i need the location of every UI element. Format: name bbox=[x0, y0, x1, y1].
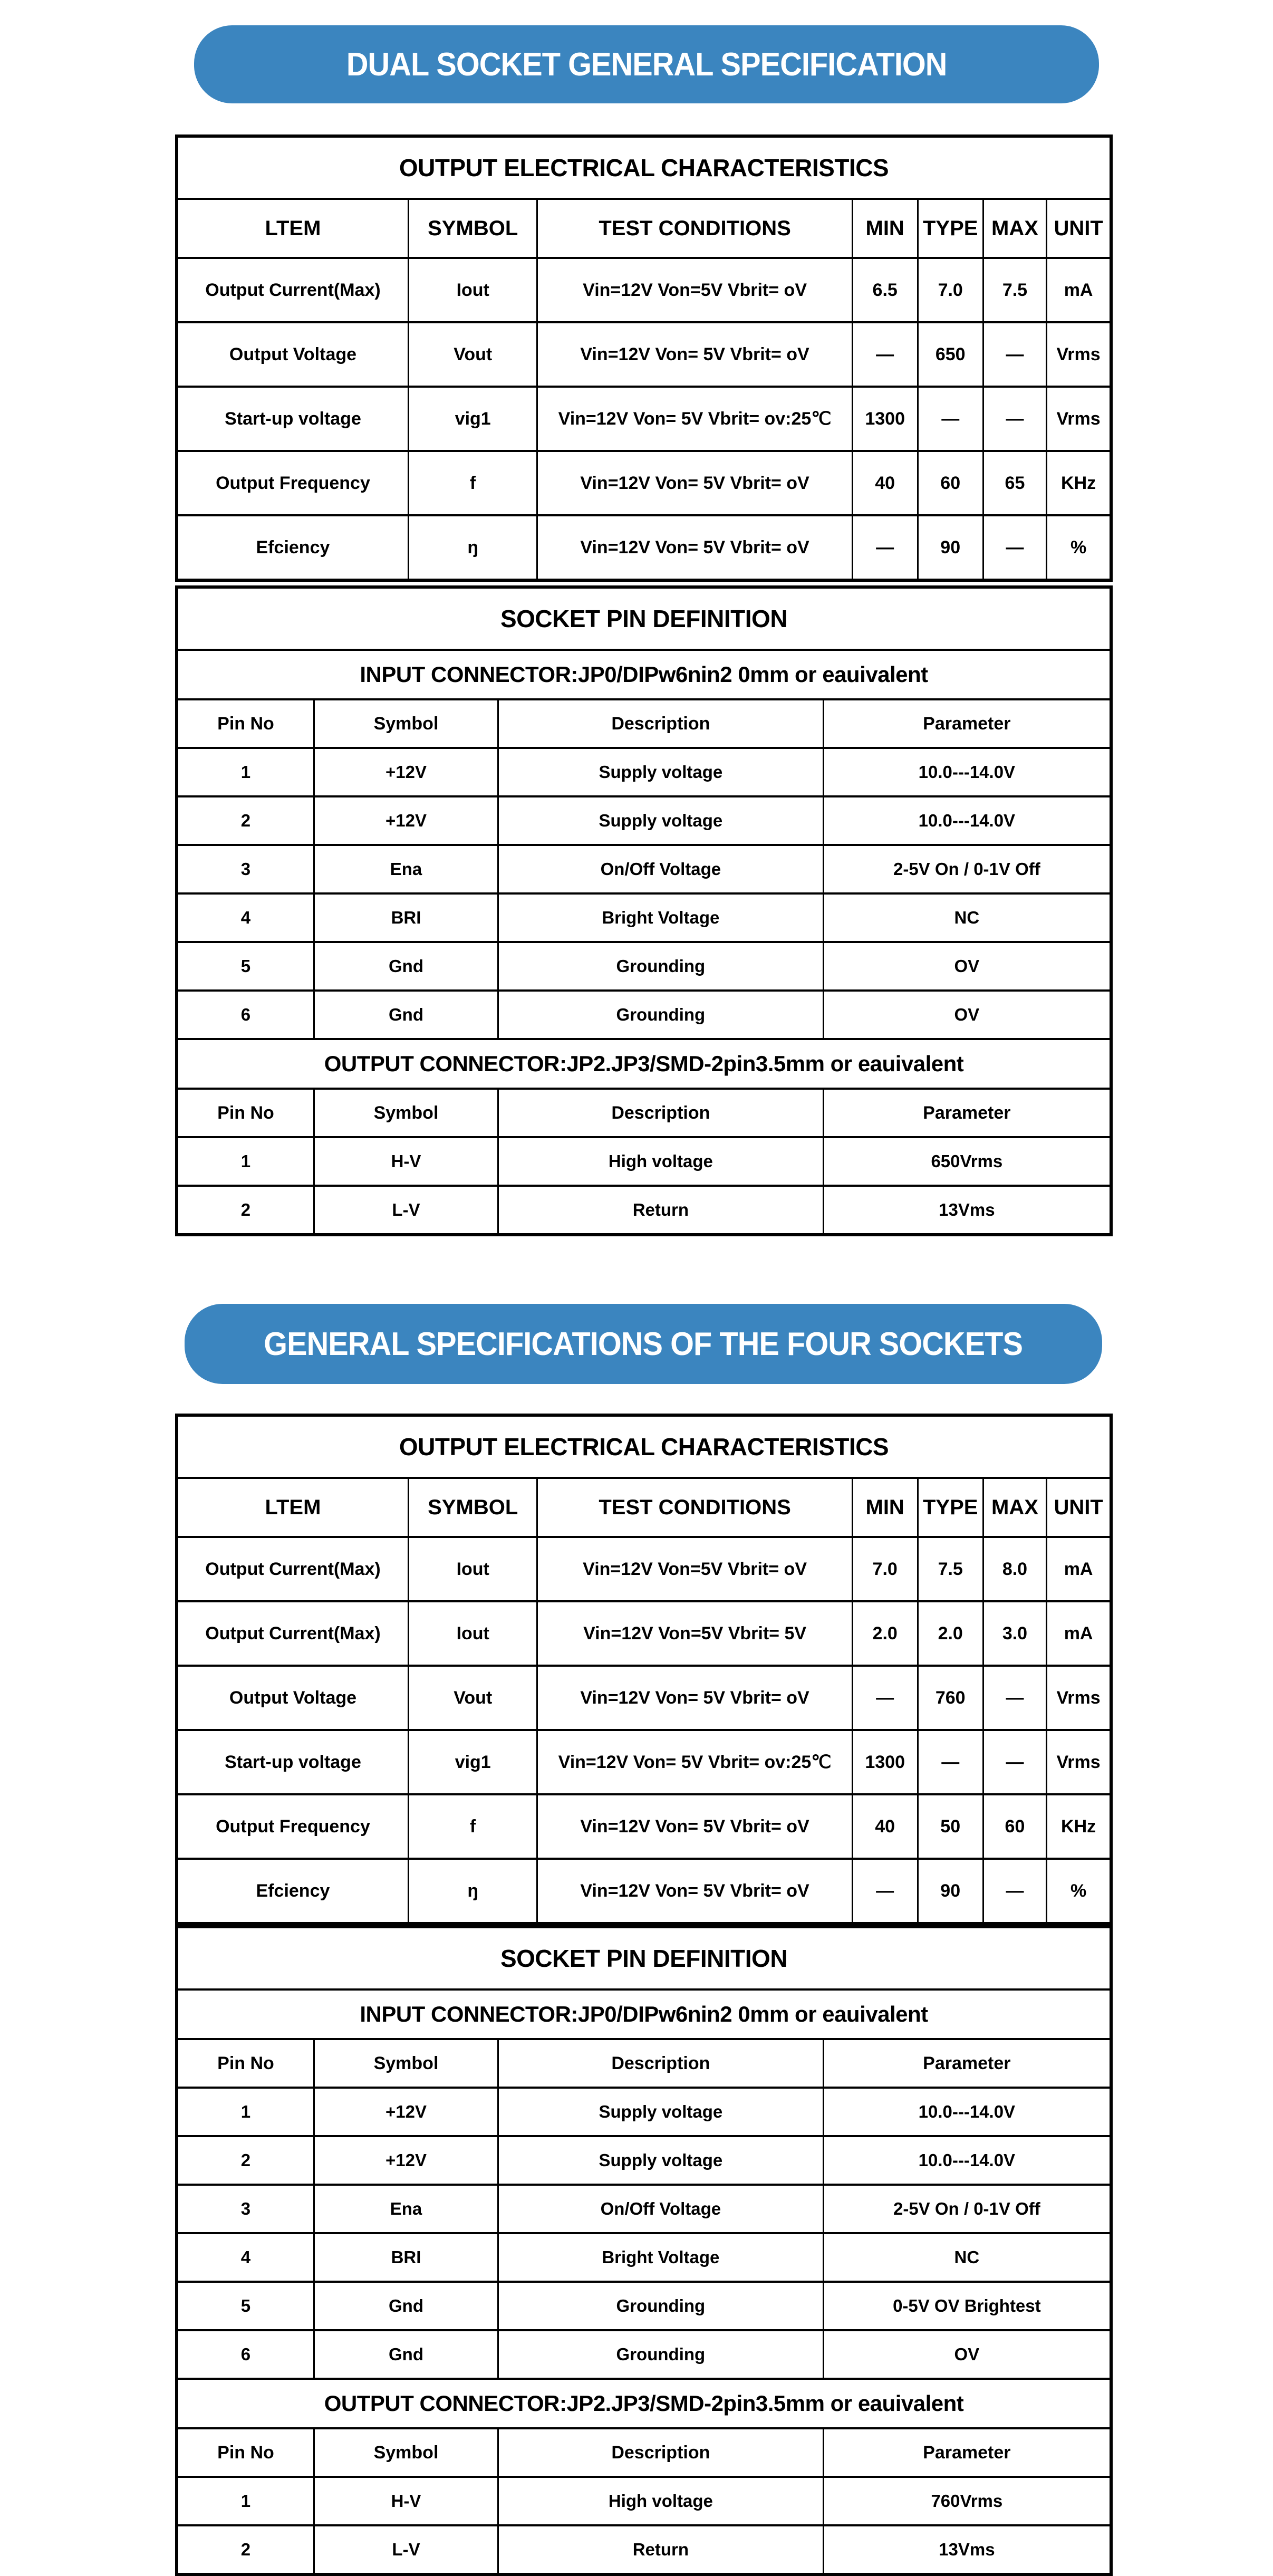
table-cell: 4 bbox=[177, 893, 314, 942]
table-cell: Vin=12V Von= 5V Vbrit= oV bbox=[537, 515, 852, 580]
table-cell: Efciency bbox=[177, 515, 408, 580]
table-cell: Ena bbox=[314, 845, 498, 893]
table-cell: +12V bbox=[314, 2136, 498, 2185]
column-header: Description bbox=[498, 2039, 824, 2088]
column-header: UNIT bbox=[1047, 1478, 1111, 1537]
table-cell: 3.0 bbox=[983, 1601, 1046, 1666]
table-cell: Ena bbox=[314, 2185, 498, 2233]
table-row bbox=[177, 748, 1111, 796]
column-header: Pin No bbox=[177, 2428, 314, 2477]
table-row bbox=[177, 1601, 1111, 1666]
column-header: Pin No bbox=[177, 699, 314, 748]
table-cell: 7.5 bbox=[918, 1537, 983, 1601]
table-row bbox=[177, 1666, 1111, 1730]
table-cell: Supply voltage bbox=[498, 796, 824, 845]
connector-section-row bbox=[177, 1989, 1111, 2039]
table-cell: 1 bbox=[177, 748, 314, 796]
column-header: Parameter bbox=[823, 699, 1111, 748]
table-cell: On/Off Voltage bbox=[498, 845, 824, 893]
table-cell: Return bbox=[498, 1186, 824, 1235]
table-cell: Vin=12V Von= 5V Vbrit= oV bbox=[537, 1666, 852, 1730]
table-row bbox=[177, 387, 1111, 451]
column-header-row bbox=[177, 2428, 1111, 2477]
table-cell: 2.0 bbox=[852, 1601, 918, 1666]
output-electrical-characteristics-table bbox=[175, 1414, 1113, 1925]
table-cell: OV bbox=[823, 942, 1111, 991]
column-header: TYPE bbox=[918, 199, 983, 258]
table-cell: 10.0---14.0V bbox=[823, 2136, 1111, 2185]
column-header: Parameter bbox=[823, 1089, 1111, 1137]
table-cell: 760Vrms bbox=[823, 2477, 1111, 2525]
table-cell: 4 bbox=[177, 2233, 314, 2282]
table-row bbox=[177, 2233, 1111, 2282]
table-row bbox=[177, 322, 1111, 387]
table-cell: Start-up voltage bbox=[177, 387, 408, 451]
table-cell: +12V bbox=[314, 748, 498, 796]
table-row bbox=[177, 2330, 1111, 2379]
table-cell: Vin=12V Von= 5V Vbrit= ov:25℃ bbox=[537, 387, 852, 451]
column-header: Symbol bbox=[314, 1089, 498, 1137]
table-row bbox=[177, 2477, 1111, 2525]
table-cell: — bbox=[983, 1859, 1046, 1924]
table-row bbox=[177, 1537, 1111, 1601]
table-cell: — bbox=[983, 515, 1046, 580]
table-cell: 3 bbox=[177, 845, 314, 893]
table-row bbox=[177, 2088, 1111, 2136]
column-header: LTEM bbox=[177, 1478, 408, 1537]
table-cell: 5 bbox=[177, 2282, 314, 2330]
table-cell: Vrms bbox=[1047, 1730, 1111, 1794]
table-cell: Efciency bbox=[177, 1859, 408, 1924]
banner-title: DUAL SOCKET GENERAL SPECIFICATION bbox=[346, 46, 947, 83]
table-cell: — bbox=[852, 1666, 918, 1730]
table-cell: Vin=12V Von=5V Vbrit= oV bbox=[537, 1537, 852, 1601]
column-header-row bbox=[177, 2039, 1111, 2088]
connector-section-row bbox=[177, 1039, 1111, 1089]
table-cell: 2 bbox=[177, 796, 314, 845]
table-cell: Start-up voltage bbox=[177, 1730, 408, 1794]
banner-title: GENERAL SPECIFICATIONS OF THE FOUR SOCKETS bbox=[264, 1325, 1023, 1362]
table-cell: 90 bbox=[918, 515, 983, 580]
table-cell: 760 bbox=[918, 1666, 983, 1730]
table-cell: Vrms bbox=[1047, 322, 1111, 387]
table-four-socket-pin-definition bbox=[175, 1925, 1113, 2576]
table-cell: 10.0---14.0V bbox=[823, 2088, 1111, 2136]
table-cell: H-V bbox=[314, 1137, 498, 1186]
column-header-row bbox=[177, 699, 1111, 748]
table-cell: 13Vms bbox=[823, 2525, 1111, 2574]
table-title: SOCKET PIN DEFINITION bbox=[177, 587, 1111, 650]
table-cell: +12V bbox=[314, 796, 498, 845]
table-cell: — bbox=[918, 387, 983, 451]
table-cell: Bright Voltage bbox=[498, 2233, 824, 2282]
table-cell: 6 bbox=[177, 2330, 314, 2379]
table-cell: Output Current(Max) bbox=[177, 258, 408, 322]
table-cell: Gnd bbox=[314, 2330, 498, 2379]
table-row bbox=[177, 1186, 1111, 1235]
table-cell: 0-5V OV Brightest bbox=[823, 2282, 1111, 2330]
table-cell: 2.0 bbox=[918, 1601, 983, 1666]
table-row bbox=[177, 796, 1111, 845]
column-header: MIN bbox=[852, 199, 918, 258]
table-cell: Vrms bbox=[1047, 1666, 1111, 1730]
table-title-row bbox=[177, 1415, 1111, 1478]
table-cell: Grounding bbox=[498, 942, 824, 991]
table-cell: 50 bbox=[918, 1794, 983, 1859]
table-cell: — bbox=[918, 1730, 983, 1794]
table-cell: Output Current(Max) bbox=[177, 1537, 408, 1601]
table-cell: 40 bbox=[852, 451, 918, 515]
table-four-output-electrical-characteristics bbox=[175, 1414, 1113, 1925]
table-cell: 650 bbox=[918, 322, 983, 387]
table-cell: 8.0 bbox=[983, 1537, 1046, 1601]
column-header: SYMBOL bbox=[408, 199, 537, 258]
banner-dual-socket-general-specification bbox=[194, 25, 1099, 103]
table-cell: mA bbox=[1047, 1601, 1111, 1666]
table-row bbox=[177, 942, 1111, 991]
table-cell: +12V bbox=[314, 2088, 498, 2136]
table-cell: Grounding bbox=[498, 2330, 824, 2379]
column-header-row bbox=[177, 199, 1111, 258]
table-cell: Vin=12V Von= 5V Vbrit= ov:25℃ bbox=[537, 1730, 852, 1794]
table-cell: Output Current(Max) bbox=[177, 1601, 408, 1666]
table-cell: — bbox=[852, 1859, 918, 1924]
table-cell: 2 bbox=[177, 2136, 314, 2185]
table-cell: 7.0 bbox=[918, 258, 983, 322]
table-row bbox=[177, 451, 1111, 515]
table-row bbox=[177, 258, 1111, 322]
table-cell: 1 bbox=[177, 2088, 314, 2136]
connector-section-heading: INPUT CONNECTOR:JP0/DIPw6nin2 0mm or eauivalent bbox=[177, 650, 1111, 699]
column-header: MAX bbox=[983, 199, 1046, 258]
table-cell: L-V bbox=[314, 2525, 498, 2574]
connector-section-row bbox=[177, 2379, 1111, 2428]
column-header: Symbol bbox=[314, 699, 498, 748]
table-cell: Iout bbox=[408, 1601, 537, 1666]
column-header-row bbox=[177, 1089, 1111, 1137]
table-cell: ŋ bbox=[408, 515, 537, 580]
table-cell: f bbox=[408, 451, 537, 515]
table-cell: Iout bbox=[408, 258, 537, 322]
column-header: TYPE bbox=[918, 1478, 983, 1537]
table-row bbox=[177, 2282, 1111, 2330]
output-electrical-characteristics-table bbox=[175, 134, 1113, 582]
table-cell: 10.0---14.0V bbox=[823, 796, 1111, 845]
table-cell: BRI bbox=[314, 893, 498, 942]
banner-general-specifications-four-sockets bbox=[185, 1304, 1102, 1384]
table-cell: Supply voltage bbox=[498, 2136, 824, 2185]
table-cell: Vin=12V Von=5V Vbrit= oV bbox=[537, 258, 852, 322]
table-row bbox=[177, 2185, 1111, 2233]
table-cell: 6.5 bbox=[852, 258, 918, 322]
table-cell: Vin=12V Von= 5V Vbrit= oV bbox=[537, 1859, 852, 1924]
table-cell: — bbox=[983, 322, 1046, 387]
table-cell: Vin=12V Von= 5V Vbrit= oV bbox=[537, 1794, 852, 1859]
table-cell: High voltage bbox=[498, 1137, 824, 1186]
connector-section-heading: OUTPUT CONNECTOR:JP2.JP3/SMD-2pin3.5mm or eauivalent bbox=[177, 2379, 1111, 2428]
table-cell: 2 bbox=[177, 1186, 314, 1235]
table-cell: Gnd bbox=[314, 942, 498, 991]
table-cell: 10.0---14.0V bbox=[823, 748, 1111, 796]
table-cell: Output Voltage bbox=[177, 322, 408, 387]
table-cell: vig1 bbox=[408, 387, 537, 451]
table-row bbox=[177, 1137, 1111, 1186]
connector-section-heading: OUTPUT CONNECTOR:JP2.JP3/SMD-2pin3.5mm or eauivalent bbox=[177, 1039, 1111, 1089]
table-cell: H-V bbox=[314, 2477, 498, 2525]
table-cell: 2 bbox=[177, 2525, 314, 2574]
socket-pin-definition-table bbox=[175, 585, 1113, 1236]
table-cell: — bbox=[983, 1730, 1046, 1794]
column-header: TEST CONDITIONS bbox=[537, 1478, 852, 1537]
column-header: Pin No bbox=[177, 2039, 314, 2088]
column-header: LTEM bbox=[177, 199, 408, 258]
socket-pin-definition-table bbox=[175, 1925, 1113, 2576]
column-header: UNIT bbox=[1047, 199, 1111, 258]
table-cell: Grounding bbox=[498, 991, 824, 1039]
table-cell: 2-5V On / 0-1V Off bbox=[823, 845, 1111, 893]
column-header-row bbox=[177, 1478, 1111, 1537]
table-cell: 60 bbox=[983, 1794, 1046, 1859]
table-cell: L-V bbox=[314, 1186, 498, 1235]
table-cell: 7.5 bbox=[983, 258, 1046, 322]
table-cell: 650Vrms bbox=[823, 1137, 1111, 1186]
column-header: SYMBOL bbox=[408, 1478, 537, 1537]
table-row bbox=[177, 845, 1111, 893]
table-cell: KHz bbox=[1047, 451, 1111, 515]
table-cell: Vin=12V Von= 5V Vbrit= oV bbox=[537, 322, 852, 387]
table-cell: 1 bbox=[177, 2477, 314, 2525]
table-cell: Output Voltage bbox=[177, 1666, 408, 1730]
table-cell: 6 bbox=[177, 991, 314, 1039]
column-header: Symbol bbox=[314, 2428, 498, 2477]
table-cell: KHz bbox=[1047, 1794, 1111, 1859]
table-cell: OV bbox=[823, 991, 1111, 1039]
table-row bbox=[177, 1730, 1111, 1794]
table-title-row bbox=[177, 587, 1111, 650]
table-cell: 60 bbox=[918, 451, 983, 515]
table-title: OUTPUT ELECTRICAL CHARACTERISTICS bbox=[177, 1415, 1111, 1478]
table-cell: Output Frequency bbox=[177, 1794, 408, 1859]
column-header: Parameter bbox=[823, 2428, 1111, 2477]
table-cell: NC bbox=[823, 893, 1111, 942]
table-cell: 1300 bbox=[852, 1730, 918, 1794]
table-dual-socket-pin-definition bbox=[175, 585, 1113, 1236]
column-header: Pin No bbox=[177, 1089, 314, 1137]
table-cell: Vout bbox=[408, 1666, 537, 1730]
table-cell: ŋ bbox=[408, 1859, 537, 1924]
table-title: SOCKET PIN DEFINITION bbox=[177, 1927, 1111, 1989]
table-cell: % bbox=[1047, 515, 1111, 580]
column-header: MIN bbox=[852, 1478, 918, 1537]
table-cell: 90 bbox=[918, 1859, 983, 1924]
table-cell: 7.0 bbox=[852, 1537, 918, 1601]
table-row bbox=[177, 515, 1111, 580]
connector-section-heading: INPUT CONNECTOR:JP0/DIPw6nin2 0mm or eauivalent bbox=[177, 1989, 1111, 2039]
table-cell: — bbox=[852, 515, 918, 580]
table-cell: 3 bbox=[177, 2185, 314, 2233]
table-cell: — bbox=[983, 1666, 1046, 1730]
table-cell: 65 bbox=[983, 451, 1046, 515]
table-cell: Iout bbox=[408, 1537, 537, 1601]
table-cell: Grounding bbox=[498, 2282, 824, 2330]
table-cell: — bbox=[852, 322, 918, 387]
table-row bbox=[177, 1794, 1111, 1859]
column-header: Description bbox=[498, 2428, 824, 2477]
column-header: Symbol bbox=[314, 2039, 498, 2088]
table-cell: Return bbox=[498, 2525, 824, 2574]
column-header: Description bbox=[498, 699, 824, 748]
table-cell: 2-5V On / 0-1V Off bbox=[823, 2185, 1111, 2233]
table-cell: 13Vms bbox=[823, 1186, 1111, 1235]
table-cell: Vin=12V Von= 5V Vbrit= oV bbox=[537, 451, 852, 515]
table-cell: 40 bbox=[852, 1794, 918, 1859]
table-cell: High voltage bbox=[498, 2477, 824, 2525]
connector-section-row bbox=[177, 650, 1111, 699]
table-cell: OV bbox=[823, 2330, 1111, 2379]
table-cell: % bbox=[1047, 1859, 1111, 1924]
table-title-row bbox=[177, 1927, 1111, 1989]
table-cell: BRI bbox=[314, 2233, 498, 2282]
table-cell: — bbox=[983, 387, 1046, 451]
table-title-row bbox=[177, 136, 1111, 199]
table-cell: Supply voltage bbox=[498, 2088, 824, 2136]
table-cell: Vin=12V Von=5V Vbrit= 5V bbox=[537, 1601, 852, 1666]
table-row bbox=[177, 2525, 1111, 2574]
table-cell: On/Off Voltage bbox=[498, 2185, 824, 2233]
table-cell: 1 bbox=[177, 1137, 314, 1186]
table-row bbox=[177, 2136, 1111, 2185]
table-cell: Supply voltage bbox=[498, 748, 824, 796]
table-cell: vig1 bbox=[408, 1730, 537, 1794]
table-cell: 5 bbox=[177, 942, 314, 991]
table-cell: Vrms bbox=[1047, 387, 1111, 451]
table-cell: Gnd bbox=[314, 991, 498, 1039]
table-cell: mA bbox=[1047, 1537, 1111, 1601]
table-cell: Vout bbox=[408, 322, 537, 387]
table-cell: Output Frequency bbox=[177, 451, 408, 515]
table-row bbox=[177, 991, 1111, 1039]
table-cell: NC bbox=[823, 2233, 1111, 2282]
table-cell: 1300 bbox=[852, 387, 918, 451]
table-cell: Gnd bbox=[314, 2282, 498, 2330]
table-dual-output-electrical-characteristics bbox=[175, 134, 1113, 582]
column-header: TEST CONDITIONS bbox=[537, 199, 852, 258]
column-header: Parameter bbox=[823, 2039, 1111, 2088]
table-title: OUTPUT ELECTRICAL CHARACTERISTICS bbox=[177, 136, 1111, 199]
column-header: MAX bbox=[983, 1478, 1046, 1537]
table-cell: Bright Voltage bbox=[498, 893, 824, 942]
column-header: Description bbox=[498, 1089, 824, 1137]
table-cell: f bbox=[408, 1794, 537, 1859]
table-row bbox=[177, 893, 1111, 942]
table-row bbox=[177, 1859, 1111, 1924]
table-cell: mA bbox=[1047, 258, 1111, 322]
